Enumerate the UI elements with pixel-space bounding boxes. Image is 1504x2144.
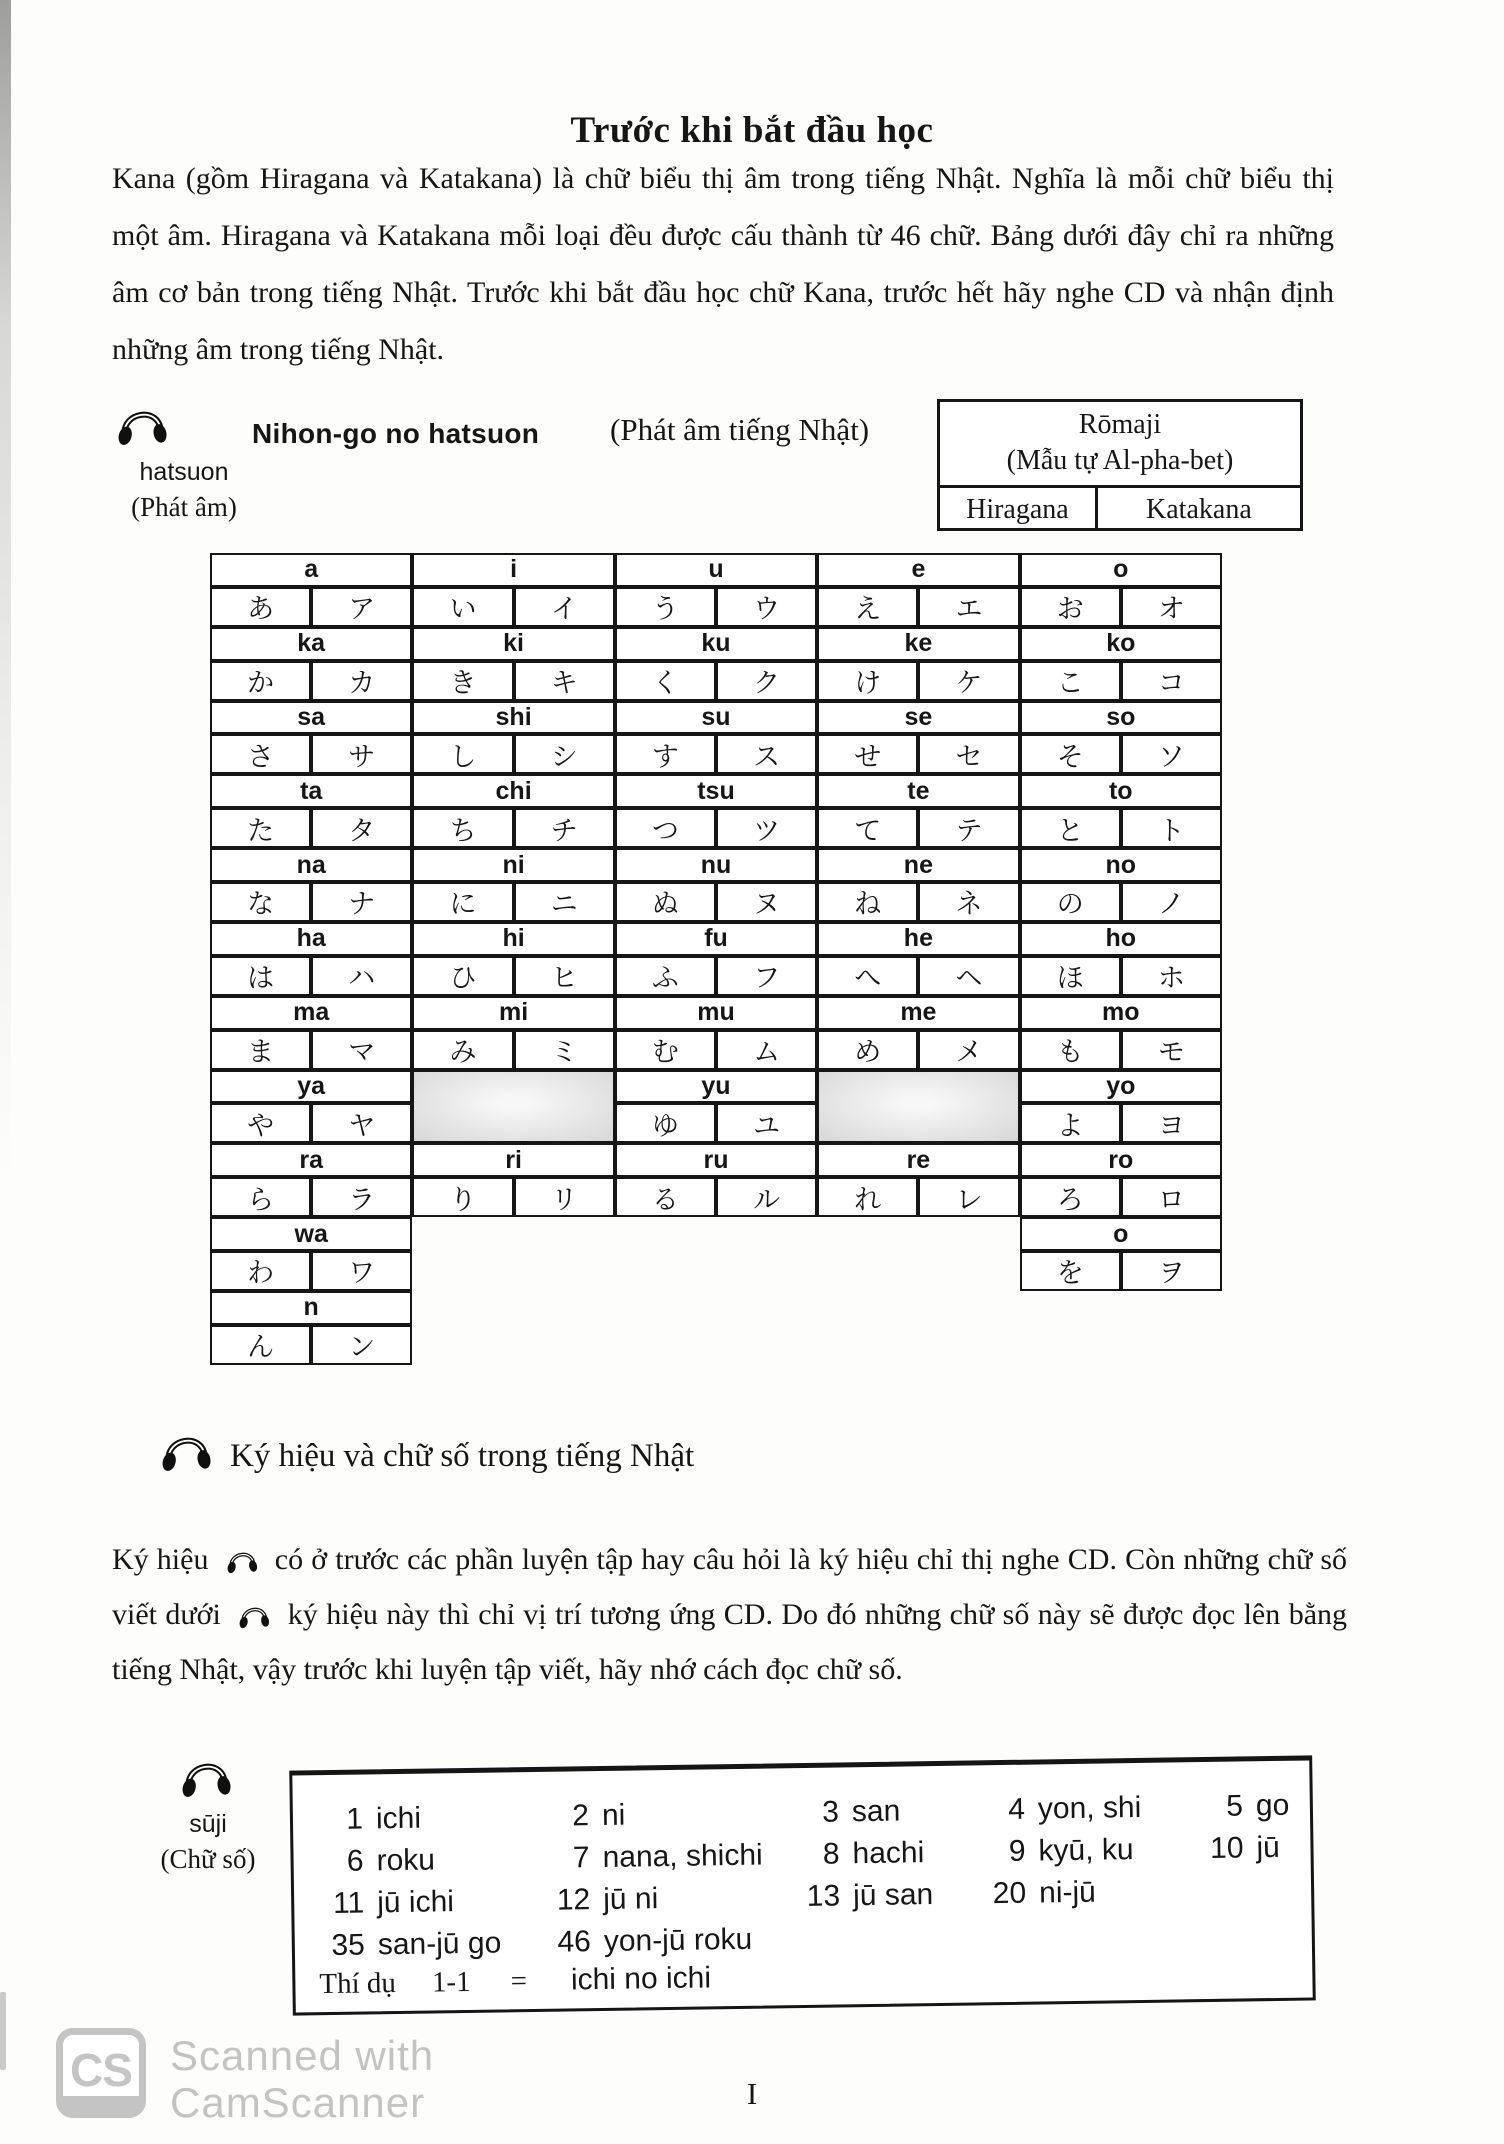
romaji-cell-fu: fu [615,922,817,956]
romaji-cell-ra: ra [210,1143,412,1177]
katakana-cell-nu: ヌ [716,882,817,922]
number-reading: go [1255,1788,1290,1823]
katakana-cell-fu: フ [716,956,817,996]
katakana-cell-ta: タ [311,808,412,848]
katakana-cell-wa: ワ [311,1251,412,1291]
number-item-12 [544,1880,794,1918]
hiragana-cell-so: そ [1020,734,1121,774]
romaji-cell-ri: ri [412,1143,614,1177]
romaji-cell-ru: ru [615,1143,817,1177]
hiragana-cell-he: へ [817,956,918,996]
katakana-cell-tsu: ツ [716,808,817,848]
numbers-caption-vi: (Chữ số) [160,1844,256,1874]
romaji-cell-u: u [615,553,817,587]
romaji-cell-ke: ke [817,627,1019,661]
katakana-cell-ya: ヤ [311,1103,412,1143]
hiragana-cell-se: せ [817,734,918,774]
hiragana-cell-ma: ま [210,1030,311,1070]
katakana-cell-o: ヲ [1121,1251,1222,1291]
number-value: 4 [1007,1792,1026,1826]
romaji-cell-shi: shi [412,701,614,735]
number-value: 8 [822,1837,840,1871]
cd-note-part2: có ở trước các phần luyện tập hay câu hỏi là ký hiệu chỉ thị nghe CD. Còn những chữ số viết dưới [112,1543,1348,1631]
hiragana-cell-shi: し [412,734,513,774]
katakana-cell-u: ウ [716,587,817,627]
hiragana-cell-o: を [1020,1251,1121,1291]
katakana-cell-e: エ [918,587,1019,627]
katakana-cell-ro: ロ [1121,1177,1222,1217]
number-item-5 [1197,1788,1310,1824]
hiragana-cell-fu: ふ [615,956,716,996]
katakana-cell-su: ス [716,734,817,774]
hiragana-cell-mo: も [1020,1030,1121,1070]
romaji-cell-ko: ko [1020,627,1222,661]
number-item-10 [1197,1830,1310,1866]
romaji-cell-wa: wa [210,1217,412,1251]
number-reading: ni [601,1798,626,1832]
kana-table [210,553,1222,1365]
romaji-cell-ta: ta [210,774,412,808]
romaji-cell-se: se [817,701,1019,735]
hiragana-cell-i: い [412,587,513,627]
number-reading: nana, shichi [602,1838,763,1874]
hiragana-cell-ha: は [210,956,311,996]
katakana-cell-ha: ハ [311,956,412,996]
romaji-cell-he: he [817,922,1019,956]
romaji-box [937,399,1303,531]
romaji-cell-o: o [1020,553,1222,587]
number-item-8 [793,1835,979,1872]
number-item-4 [979,1790,1197,1827]
camscanner-logo-text: CS [70,2044,132,2096]
number-reading: san [851,1794,901,1829]
number-item-3 [793,1793,979,1830]
romaji-cell-ro: ro [1020,1143,1222,1177]
number-reading: hachi [852,1836,925,1871]
intro-paragraph: Kana (gồm Hiragana và Katakana) là chữ biểu thị âm trong tiếng Nhật. Nghĩa là mỗi chữ biểu thị một âm. Hiragana và Katakana mỗi loại đều được cấu thành từ 46 chữ. Bảng dưới đây chỉ ra những âm cơ bản trong tiếng Nhật. Trước khi bắt đầu học chữ Kana, trước hết hãy nghe CD và nhận định những âm trong tiếng Nhật. [112,162,1334,366]
example-equals: = [510,1965,528,1998]
headphones-icon [176,1746,236,1802]
romaji-box-subtitle: (Mẫu tự Al-pha-bet) [1006,445,1234,476]
number-value: 46 [557,1925,592,1959]
hiragana-cell-su: す [615,734,716,774]
romaji-cell-n: n [210,1291,412,1325]
hiragana-cell-ne: ね [817,882,918,922]
romaji-cell-chi: chi [412,774,614,808]
number-reading: jū ichi [376,1885,455,1920]
romaji-cell-ho: ho [1020,922,1222,956]
romaji-cell-no: no [1020,848,1222,882]
romaji-cell-nu: nu [615,848,817,882]
romaji-cell-mo: mo [1020,996,1222,1030]
katakana-cell-ri: リ [514,1177,615,1217]
romaji-cell-i: i [412,553,614,587]
katakana-cell-ku: ク [716,661,817,701]
romaji-cell-ma: ma [210,996,412,1030]
hiragana-cell-ke: け [817,661,918,701]
romaji-cell-na: na [210,848,412,882]
romaji-cell-hi: hi [412,922,614,956]
numbers-caption-romaji: sūji [189,1810,227,1838]
numbers-rows [317,1784,1312,1967]
katakana-cell-sa: サ [311,734,412,774]
hiragana-cell-n: ん [210,1325,311,1365]
katakana-cell-o: オ [1121,587,1222,627]
katakana-cell-me: メ [918,1030,1019,1070]
romaji-cell-mi: mi [412,996,614,1030]
katakana-cell-shi: シ [514,734,615,774]
katakana-cell-ka: カ [311,661,412,701]
romaji-cell-ku: ku [615,627,817,661]
hiragana-cell-hi: ひ [412,956,513,996]
hiragana-cell-ro: ろ [1020,1177,1121,1217]
hiragana-cell-chi: ち [412,808,513,848]
hiragana-cell-te: て [817,808,918,848]
number-item-7 [543,1838,793,1876]
cd-note-part1: Ký hiệu [112,1543,209,1576]
number-value: 6 [346,1844,364,1878]
hiragana-cell-yu: ゆ [615,1103,716,1143]
number-reading: yon-jū roku [603,1922,753,1958]
hiragana-cell-ka: か [210,661,311,701]
hiragana-cell-u: う [615,587,716,627]
katakana-cell-ni: ニ [514,882,615,922]
katakana-cell-te: テ [918,808,1019,848]
hiragana-cell-a: あ [210,587,311,627]
katakana-cell-mo: モ [1121,1030,1222,1070]
example-result: ichi no ichi [570,1961,712,1997]
number-value: 2 [572,1799,590,1833]
romaji-box-title: Rōmaji [1078,409,1162,440]
katakana-cell-mi: ミ [514,1030,615,1070]
number-item-46 [545,1922,795,1960]
example-label: Thí dụ [319,1967,397,2001]
romaji-cell-te: te [817,774,1019,808]
romaji-cell-ya: ya [210,1070,412,1104]
pronunciation-label-romaji: Nihon-go no hatsuon [252,418,540,449]
katakana-cell-ke: ケ [918,661,1019,701]
katakana-cell-ne: ネ [918,882,1019,922]
katakana-cell-yu: ユ [716,1103,817,1143]
number-item-2 [543,1796,793,1834]
katakana-cell-mu: ム [716,1030,817,1070]
hiragana-cell-nu: ぬ [615,882,716,922]
hiragana-cell-na: な [210,882,311,922]
katakana-cell-na: ナ [311,882,412,922]
katakana-cell-to: ト [1121,808,1222,848]
katakana-cell-ra: ラ [311,1177,412,1217]
watermark-line2: CamScanner [170,2079,426,2126]
number-reading: jū ni [602,1882,659,1916]
hiragana-cell-ki: き [412,661,513,701]
katakana-cell-hi: ヒ [514,956,615,996]
number-value: 13 [806,1879,841,1913]
page-title: Trước khi bắt đầu học [570,109,934,151]
number-reading: ichi [375,1801,422,1836]
example-expression: 1-1 [431,1965,471,1999]
romaji-cell-so: so [1020,701,1222,735]
hiragana-cell-ta: た [210,808,311,848]
number-value: 20 [992,1876,1027,1911]
empty-shaded-cell [412,1070,614,1144]
number-item-1 [317,1800,543,1837]
number-reading: yon, shi [1037,1790,1142,1826]
number-reading: ni-jū [1038,1875,1097,1910]
romaji-cell-a: a [210,553,412,587]
hiragana-cell-yo: よ [1020,1103,1121,1143]
katakana-cell-ki: キ [514,661,615,701]
hiragana-cell-mu: む [615,1030,716,1070]
hiragana-cell-e: え [817,587,918,627]
pronunciation-label-vi: (Phát âm tiếng Nhật) [610,412,870,447]
romaji-cell-su: su [615,701,817,735]
number-value: 35 [331,1928,366,1962]
hiragana-cell-wa: わ [210,1251,311,1291]
romaji-cell-ka: ka [210,627,412,661]
number-value: 3 [821,1795,840,1829]
hiragana-cell-ra: ら [210,1177,311,1217]
numbers-box [289,1755,1316,2015]
hiragana-cell-tsu: つ [615,808,716,848]
romaji-cell-re: re [817,1143,1019,1177]
romaji-cell-tsu: tsu [615,774,817,808]
hiragana-cell-sa: さ [210,734,311,774]
number-item-9 [979,1832,1197,1869]
hiragana-cell-ru: る [615,1177,716,1217]
headphones-icon [223,1542,261,1576]
romaji-cell-o: o [1020,1217,1222,1251]
hiragana-cell-ko: こ [1020,661,1121,701]
number-item-20 [980,1874,1198,1911]
number-item-13 [794,1877,980,1914]
katakana-cell-he: ヘ [918,956,1019,996]
romaji-cell-sa: sa [210,701,412,735]
number-value: 11 [332,1886,365,1920]
hiragana-cell-o: お [1020,587,1121,627]
hiragana-cell-mi: み [412,1030,513,1070]
headphones-icon [235,1597,273,1631]
katakana-cell-ru: ル [716,1177,817,1217]
page-number: I [746,2076,758,2111]
hiragana-cell-me: め [817,1030,918,1070]
katakana-cell-n: ン [311,1325,412,1365]
number-value: 9 [1008,1834,1026,1868]
scan-edge-artifact [0,0,11,1180]
number-item-35 [319,1926,545,1963]
cd-note-part3: ký hiệu này thì chỉ vị trí tương ứng CD. Do đó những chữ số này sẽ được đọc lên bằng tiếng Nhật, vậy trước khi luyện tập viết, hãy nhớ cách đọc chữ số. [112,1598,1348,1686]
headphones-caption-romaji: hatsuon [139,458,229,486]
romaji-cell-mu: mu [615,996,817,1030]
katakana-column-header: Katakana [1095,488,1300,531]
number-reading: jū [1256,1830,1281,1865]
cd-note-paragraph [112,1532,1347,1697]
hiragana-cell-ni: に [412,882,513,922]
number-reading: roku [376,1843,436,1878]
katakana-cell-a: ア [311,587,412,627]
hiragana-cell-ho: ほ [1020,956,1121,996]
romaji-cell-me: me [817,996,1019,1030]
number-value: 5 [1225,1789,1244,1823]
katakana-cell-i: イ [514,587,615,627]
romaji-cell-to: to [1020,774,1222,808]
katakana-cell-no: ノ [1121,882,1222,922]
katakana-cell-yo: ヨ [1121,1103,1222,1143]
number-reading: san-jū go [377,1926,502,1962]
hiragana-cell-ya: や [210,1103,311,1143]
number-value: 1 [346,1802,364,1836]
headphones-icon [156,1420,216,1476]
katakana-cell-ma: マ [311,1030,412,1070]
romaji-cell-ha: ha [210,922,412,956]
symbols-section-heading: Ký hiệu và chữ số trong tiếng Nhật [230,1438,695,1474]
katakana-cell-so: ソ [1121,734,1222,774]
romaji-cell-ne: ne [817,848,1019,882]
romaji-cell-e: e [817,553,1019,587]
empty-shaded-cell [817,1070,1019,1144]
hiragana-cell-to: と [1020,808,1121,848]
katakana-cell-ko: コ [1121,661,1222,701]
katakana-cell-se: セ [918,734,1019,774]
katakana-cell-ho: ホ [1121,956,1222,996]
headphones-caption-vi: (Phát âm) [131,492,237,522]
romaji-cell-yu: yu [615,1070,817,1104]
number-reading: jū san [852,1878,934,1913]
romaji-cell-ni: ni [412,848,614,882]
watermark-line1: Scanned with [170,2032,435,2079]
hiragana-cell-ku: く [615,661,716,701]
headphones-icon [112,394,172,450]
number-reading: kyū, ku [1038,1833,1134,1868]
romaji-cell-yo: yo [1020,1070,1222,1104]
scan-edge-artifact-mark [0,1992,6,2070]
number-value: 10 [1209,1831,1244,1865]
hiragana-cell-re: れ [817,1177,918,1217]
hiragana-cell-no: の [1020,882,1121,922]
hiragana-column-header: Hiragana [966,493,1069,525]
number-value: 12 [556,1883,591,1917]
number-item-6 [317,1842,543,1879]
hiragana-cell-ri: り [412,1177,513,1217]
katakana-cell-chi: チ [514,808,615,848]
romaji-cell-ki: ki [412,627,614,661]
katakana-cell-re: レ [918,1177,1019,1217]
number-value: 7 [572,1841,590,1875]
number-item-11 [318,1884,544,1921]
